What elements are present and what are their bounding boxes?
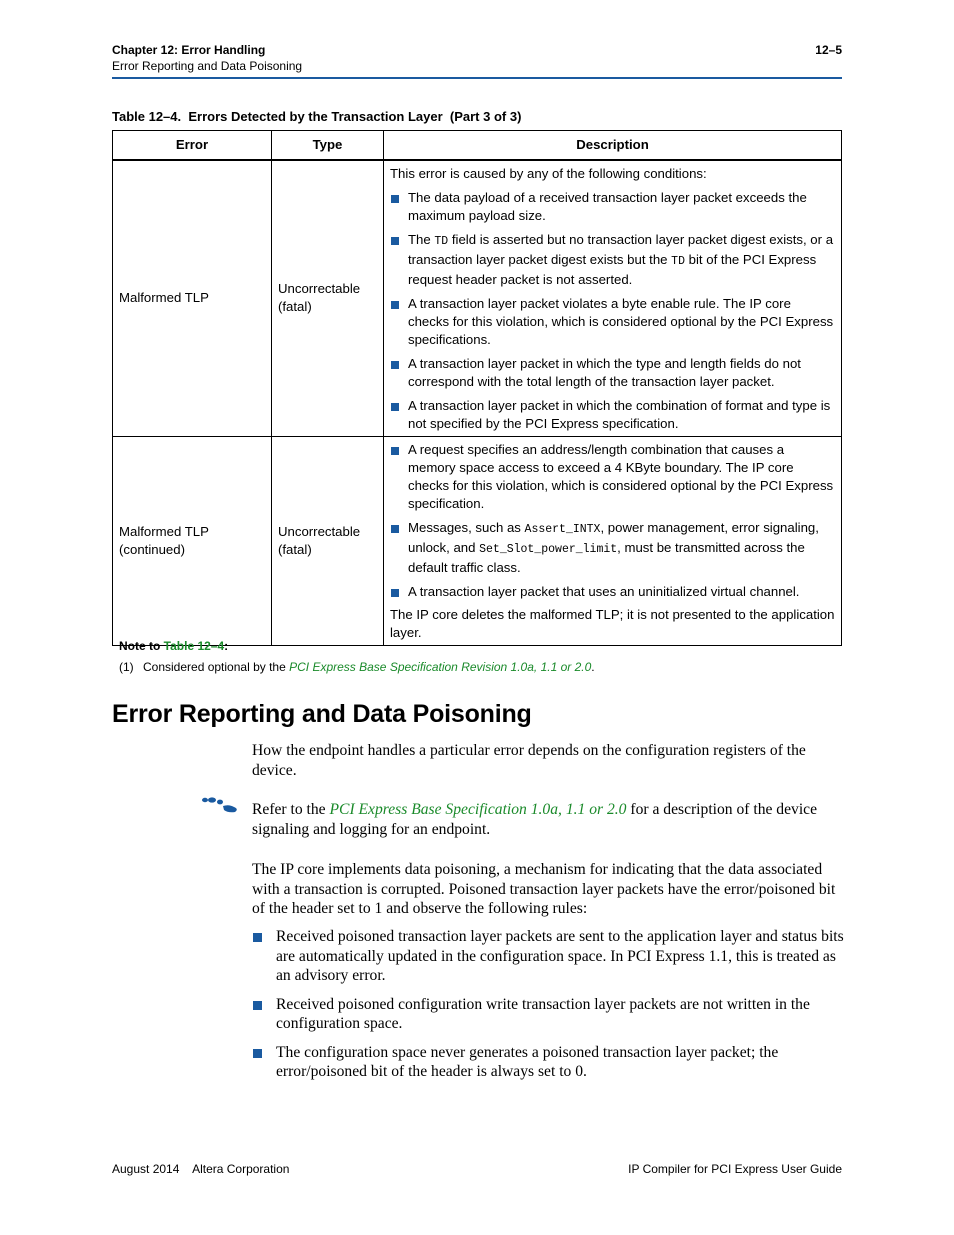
list-item: A transaction layer packet in which the type and length fields do not correspond with the total length of the transaction layer packet. (390, 355, 835, 391)
list-item: Received poisoned transaction layer packets are sent to the application layer and status bits are automatically updated in the configuration space. In PCI Express 1.1, this is treated as an advisory error. (252, 927, 844, 986)
text-run: Messages, such as (408, 520, 525, 535)
header-rule (112, 77, 842, 79)
body-paragraph: The IP core implements data poisoning, a mechanism for indicating that the data associated with a transaction is corrupted. Poisoned transaction layer packets have the error/poisoned bit of the header set to 1 and observe the following rules: (252, 861, 836, 917)
table-note (119, 660, 595, 674)
list-item: The configuration space never generates a poisoned transaction layer packet; the error/poisoned bit of the header is always set to 0. (252, 1043, 844, 1082)
table-header-row (113, 131, 842, 161)
footer-document-title: IP Compiler for PCI Express User Guide (628, 1162, 842, 1176)
type-cell (272, 437, 384, 646)
error-cell (113, 437, 272, 646)
text-run: for a description of the device signaling and logging for an endpoint. (252, 801, 821, 838)
poisoning-rules-list (252, 927, 844, 1091)
condition-list (390, 189, 835, 433)
code-set-slot-power-limit: Set_Slot_power_limit (479, 543, 618, 556)
list-item: Received poisoned configuration write transaction layer packets are not written in the configuration space. (252, 995, 844, 1034)
chapter-header: Chapter 12: Error Handling (112, 43, 266, 57)
list-item: A transaction layer packet violates a byte enable rule. The IP core checks for this violation, which is considered optional by the PCI Express specifications. (390, 295, 835, 349)
list-item: A transaction layer packet that uses an uninitialized virtual channel. (390, 583, 835, 601)
description-outro: The IP core deletes the malformed TLP; it is not presented to the application layer. (390, 607, 835, 640)
error-cell (113, 160, 272, 437)
description-cell (384, 160, 842, 437)
description-cell (384, 437, 842, 646)
text-run: , power management, error signaling, unlock, and (408, 520, 823, 555)
error-name-suffix: (continued) (119, 541, 185, 557)
text-run: bit of the PCI Express request header packet is not asserted. (408, 252, 817, 287)
table-note-title (119, 639, 228, 653)
note-number: (1) (119, 660, 134, 674)
list-item (390, 519, 835, 577)
note-end: . (591, 660, 595, 674)
code-td: TD (434, 235, 449, 248)
type-line: (fatal) (278, 299, 312, 314)
code-td: TD (671, 255, 685, 268)
section-title: Error Reporting and Data Poisoning (112, 700, 532, 728)
spec-link[interactable]: PCI Express Base Specification Revision 1.0a, 1.1 or 2.0 (289, 660, 592, 674)
footprint-reference-icon (201, 797, 241, 813)
type-line: Uncorrectable (278, 281, 361, 296)
list-item: The data payload of a received transaction layer packet exceeds the maximum payload size. (390, 189, 835, 225)
table-row (113, 437, 842, 646)
table-row (113, 160, 842, 437)
error-name: Malformed TLP (119, 523, 209, 539)
code-assert-intx: Assert_INTX (524, 523, 601, 536)
text-run: , must be transmitted across the default traffic class. (408, 540, 805, 575)
note-text: Considered optional by the (143, 660, 290, 674)
note-label: Note to (119, 639, 164, 653)
footer-date-company: August 2014 Altera Corporation (112, 1162, 290, 1176)
error-name: Malformed TLP (119, 290, 209, 305)
list-item: A request specifies an address/length combination that causes a memory space access to exceed a 4 KByte boundary. The IP core checks for this violation, which is considered optional by the PCI Express specification. (390, 441, 835, 513)
column-header-description: Description (384, 131, 842, 161)
list-item (390, 231, 835, 289)
errors-table (112, 130, 842, 646)
description-intro: This error is caused by any of the following conditions: (390, 166, 707, 181)
condition-list (390, 441, 835, 601)
spec-link[interactable]: PCI Express Base Specification 1.0a, 1.1 or 2.0 (329, 801, 627, 818)
body-paragraph: How the endpoint handles a particular error depends on the configuration registers of the device. (252, 742, 806, 779)
list-item: A transaction layer packet in which the combination of format and type is not specified by the PCI Express specification. (390, 397, 835, 433)
reference-paragraph (252, 800, 844, 839)
type-cell (272, 160, 384, 437)
page-number: 12–5 (815, 43, 842, 57)
type-line: Uncorrectable (278, 523, 361, 539)
table-caption: Table 12–4. Errors Detected by the Transaction Layer (Part 3 of 3) (112, 109, 522, 124)
column-header-type: Type (272, 131, 384, 161)
text-run: field is asserted but no transaction layer packet digest exists, or a transaction layer packet digest exists but the (408, 232, 837, 267)
text-run: Refer to the (252, 801, 330, 818)
type-line: (fatal) (278, 541, 312, 557)
text-run: The (408, 232, 435, 247)
table-reference-link[interactable]: Table 12–4 (163, 639, 225, 653)
note-colon: : (224, 639, 229, 653)
section-header: Error Reporting and Data Poisoning (112, 59, 303, 73)
column-header-error: Error (113, 131, 272, 161)
